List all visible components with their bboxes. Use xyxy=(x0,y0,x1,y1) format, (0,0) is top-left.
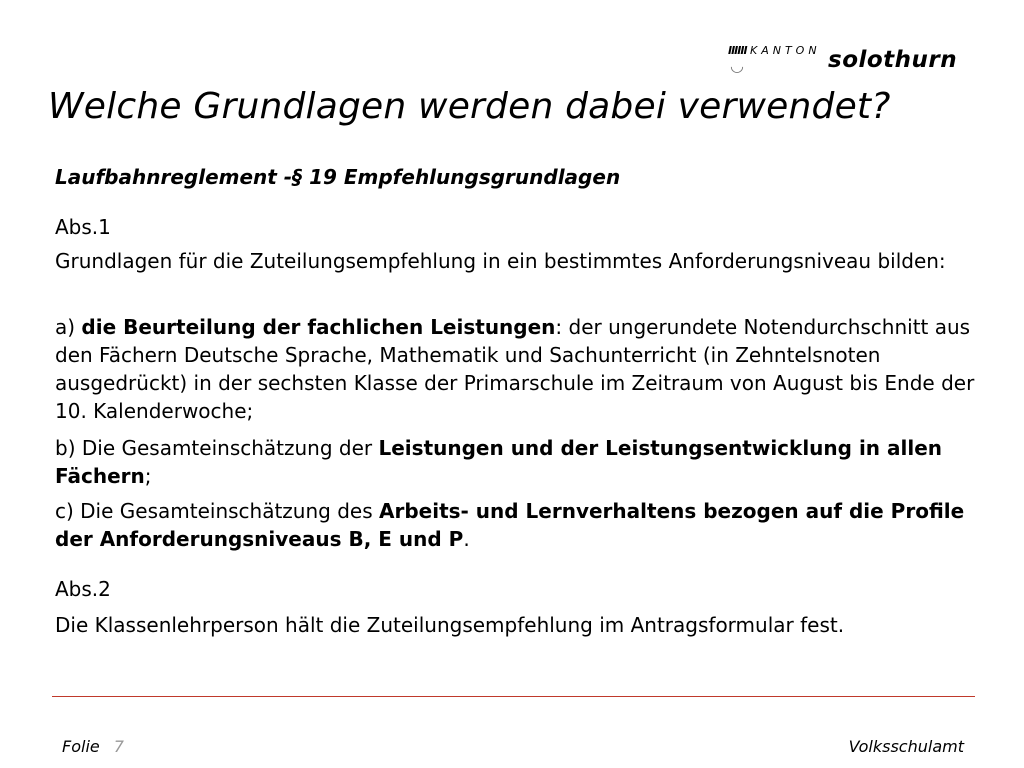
abs1-heading: Abs.1 xyxy=(55,215,111,239)
folie-label: Folie xyxy=(62,737,100,756)
item-b-bold: Leistungen und der Leistungsentwicklung in allen Fächern xyxy=(55,436,943,488)
item-b-prefix: b) Die Gesamteinschätzung der xyxy=(55,436,379,460)
abs2-text: Die Klassenlehrperson hält die Zuteilungsempfehlung im Antragsformular fest. xyxy=(55,613,845,637)
abs1-item-b xyxy=(55,434,975,490)
item-c-bold: Arbeits- und Lernverhaltens bezogen auf die Profile der Anforderungsniveaus B, E und P xyxy=(55,499,965,551)
logo-bars: IIIIII xyxy=(728,44,747,57)
logo-emblem-icon: ◡ xyxy=(730,56,744,75)
footer-slide-label xyxy=(62,737,124,756)
abs1-item-c xyxy=(55,497,975,553)
abs2-heading: Abs.2 xyxy=(55,577,111,601)
item-b-rest: ; xyxy=(144,464,152,488)
footer-divider xyxy=(52,696,975,697)
item-c-rest: . xyxy=(463,527,470,551)
abs1-intro: Grundlagen für die Zuteilungsempfehlung in ein bestimmtes Anforderungsniveau bilden: xyxy=(55,249,946,273)
slide-title: Welche Grundlagen werden dabei verwendet? xyxy=(48,86,891,127)
abs1-item-a xyxy=(55,313,975,425)
item-a-rest: : der ungerundete Notendurchschnitt aus den Fächern Deutsche Sprache, Mathematik und Sachunterricht (in Zehntelsnoten ausgedrückt) in der sechsten Klasse der Primarschule im Zeitraum von August bis Ende der 10. Kalenderwoche; xyxy=(55,315,975,423)
logo-name-text: solothurn xyxy=(828,47,958,73)
logo-kanton-text: KANTON xyxy=(750,44,821,57)
footer-organization: Volksschulamt xyxy=(848,737,964,756)
item-a-bold: die Beurteilung der fachlichen Leistungen xyxy=(81,315,556,339)
canton-logo xyxy=(728,42,978,74)
item-a-prefix: a) xyxy=(55,315,82,339)
slide-number: 7 xyxy=(113,737,124,756)
slide-subtitle: Laufbahnreglement -§ 19 Empfehlungsgrundlagen xyxy=(55,165,621,189)
item-c-prefix: c) Die Gesamteinschätzung des xyxy=(55,499,379,523)
